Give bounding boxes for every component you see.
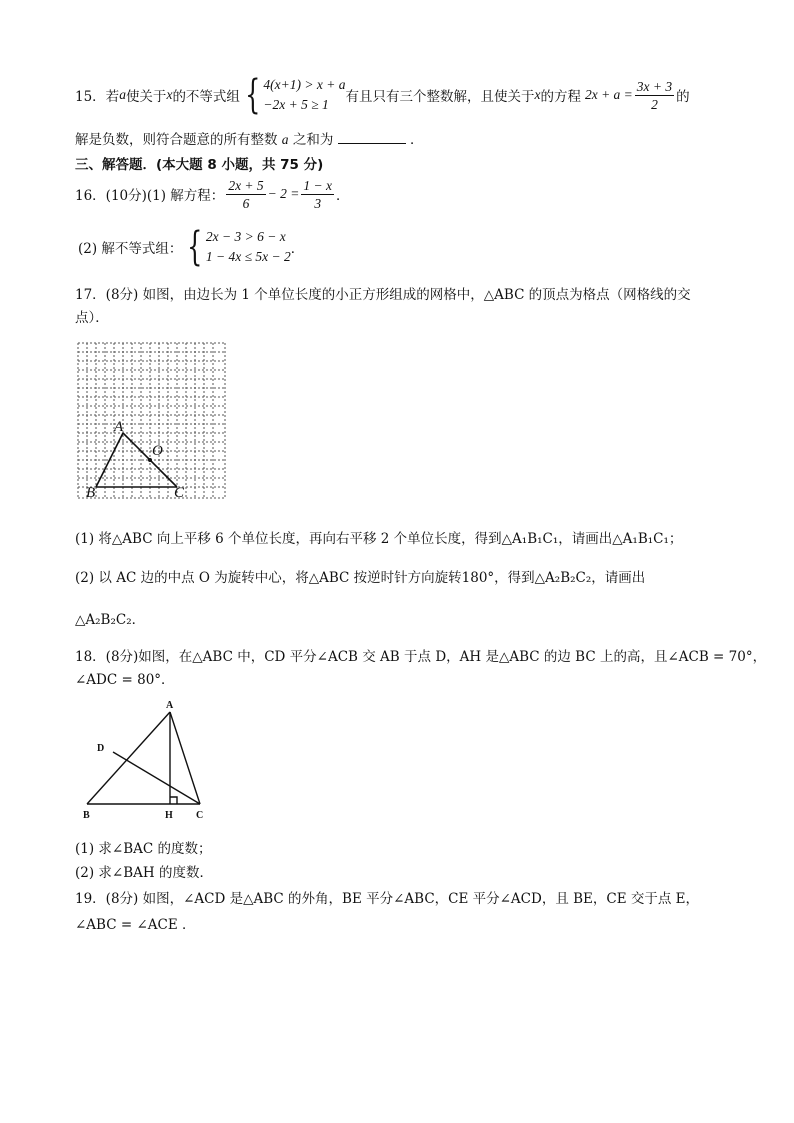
q18-line1: 18．(8分)如图，在△ABC 中，CD 平分∠ACB 交 AB 于点 D，AH 是△ABC 的边 BC 上的高，且∠ACB = 70°， [75,649,767,665]
brace-symbol: { [245,72,261,118]
q16-ineq1: 2x − 3 > 6 − x [205,229,286,244]
q16-ineq2: 1 − 4x ≤ 5x − 2 [205,249,291,264]
q15-prefix: 15．若 [75,89,120,105]
right-angle-mark [170,797,177,804]
answer-blank[interactable] [338,129,406,144]
q15-var-x: x [166,87,173,102]
q16-frac1-num: 2x + 5 [228,177,264,193]
label-d: D [97,743,105,754]
q15-ineq1: 4(x+1) > x + a [263,77,346,92]
q17-line1: 17．(8分) 如图，由边长为 1 个单位长度的小正方形组成的网格中，△ABC 的顶点为格点（网格线的交 [75,287,691,303]
q16-frac1-den: 6 [242,195,250,211]
label-b: B [83,810,90,821]
q16-part2 [78,224,304,270]
q15-text1: 使关于 [125,89,167,105]
q19-line1: 19．(8分) 如图，∠ACD 是△ABC 的外角，BE 平分∠ABC，CE 平分∠ACD，且 BE，CE 交于点 E， [75,891,700,907]
label-h: H [165,810,173,821]
triangle-abc [96,433,177,487]
q17-sub2: (2) 以 AC 边的中点 O 为旋转中心，将△ABC 按逆时针方向旋转180°，得到△A₂B₂C₂，请画出 [75,570,646,586]
side-ab [87,712,170,804]
q15-line2 [75,128,423,148]
q19-line2: ∠ABC = ∠ACE ． [75,917,196,933]
q15-line2-end: ． [409,132,424,148]
section-title: 三、解答题．(本大题 8 小题，共 75 分) [75,157,324,173]
q18-triangle-figure [78,698,213,823]
label-c: C [174,485,185,501]
q15-line2-a: 解是负数，则符合题意的所有整数 [75,132,278,148]
q15-eq-fraction [635,78,674,113]
q16-part2-end: ． [290,241,305,257]
q15-eq-num: 3x + 3 [636,78,673,94]
q15-eq-left: 2x + a = [584,87,633,102]
q15-var-x2: x [534,87,541,102]
q16-end: ． [336,188,350,204]
q16-frac2-num: 1 − x [303,177,333,193]
q18-sub2: (2) 求∠BAH 的度数． [75,865,213,881]
label-c: C [196,810,204,821]
q18-line2: ∠ADC = 80°． [75,672,175,688]
q16-frac1 [226,177,265,212]
q15-text4: 的方程 [540,89,581,105]
q17-line2: 点）． [75,310,109,326]
q15-line1 [75,70,690,120]
grid-lines [78,343,225,498]
q16-part2-prefix: (2) 解不等式组： [78,241,183,257]
label-o: O [152,443,163,459]
label-a: A [114,419,124,435]
q15-var-a2: a [281,132,289,147]
label-b: B [86,485,96,501]
side-ac [170,712,200,804]
q16-frac2 [301,177,334,212]
q15-line2-b: 之和为 [292,132,334,148]
q15-text5: 的 [676,89,690,105]
q16-frac2-den: 3 [314,195,322,211]
q15-text3: 有且只有三个整数解，且使关于 [345,89,535,105]
q17-sub1: (1) 将△ABC 向上平移 6 个单位长度，再向右平移 2 个单位长度，得到△A₁B₁C₁，请画出△A₁B₁C₁； [75,531,683,547]
brace-symbol: { [187,224,203,270]
q17-sub2-line2: △A₂B₂C₂． [75,612,146,628]
q15-inequality-system [240,72,346,118]
q16-part1 [75,174,350,214]
label-a: A [166,700,174,711]
q15-text2: 的不等式组 [172,89,240,105]
q15-eq-den: 2 [651,96,658,112]
q16-mid: − 2 = [267,186,300,201]
q16-inequality-system [182,224,291,270]
q15-var-a: a [119,87,126,102]
q15-ineq2: −2x + 5 ≥ 1 [263,97,329,112]
q16-part1-prefix: 16．(10分)(1) 解方程： [75,188,225,204]
q17-grid-figure [76,341,228,501]
q18-sub1: (1) 求∠BAC 的度数； [75,841,212,857]
segment-cd [113,752,200,804]
